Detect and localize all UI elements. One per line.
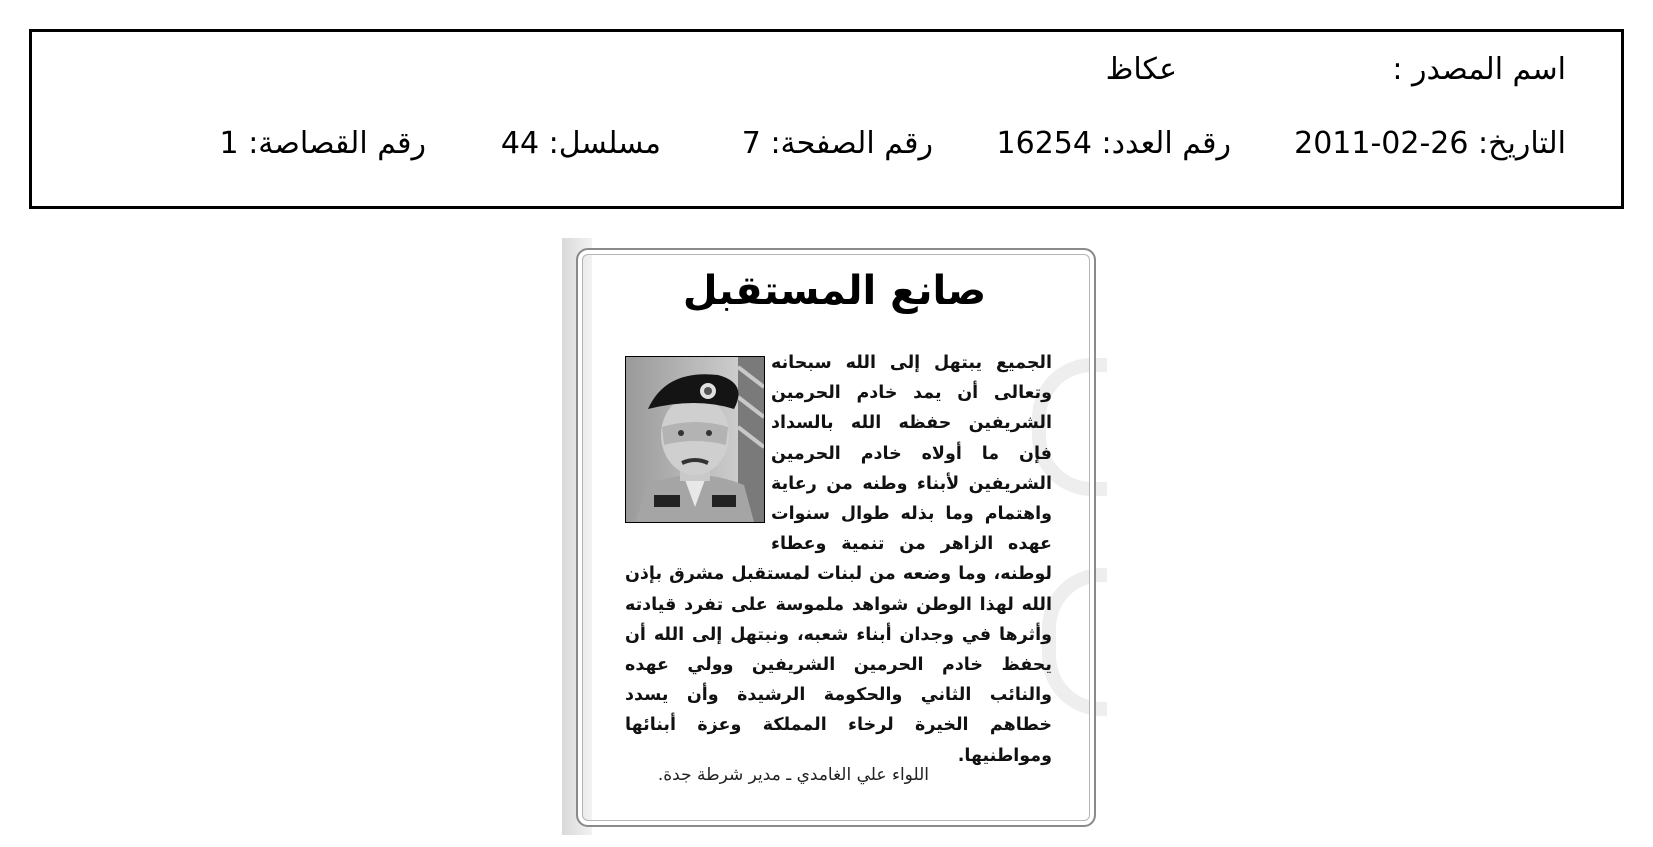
serial-label: مسلسل:	[548, 126, 661, 161]
serial-field	[501, 126, 661, 161]
page-field	[742, 126, 933, 161]
serial-value: 44	[500, 126, 540, 161]
issue-label: رقم العدد:	[1101, 126, 1231, 161]
photo-wrap-spacer	[625, 348, 771, 558]
source-value: عكاظ	[1105, 52, 1177, 87]
date-field	[1294, 126, 1566, 161]
issue-field	[997, 126, 1231, 161]
article-headline: صانع المستقبل	[682, 268, 987, 314]
date-value: 2011-02-26	[1294, 126, 1469, 161]
page-label: رقم الصفحة:	[770, 126, 933, 161]
article-body	[625, 348, 1052, 771]
page-value: 7	[741, 126, 761, 161]
clip-label: رقم القصاصة:	[248, 126, 426, 161]
article-body-text: الجميع يبتهل إلى الله سبحانه وتعالى أن يمد خادم الحرمين الشريفين حفظه الله بالسداد فإن ما أولاه خادم الحرمين الشريفين لأبناء وطنه من رعاية واهتمام وما بذله طوال سنوات عهده الزاهر من تنمية وعطاء لوطنه، وما وضعه من لبنات لمستقبل مشرق بإذن الله لهذا الوطن شواهد ملموسة على تفرد قيادته وأثرها في وجدان أبناء شعبه، ونبتهل إلى الله أن يحفظ خادم الحرمين الشريفين وولي عهده والنائب الثاني والحكومة الرشيدة وأن يسدد خطاهم الخيرة لرخاء المملكة وعزة أبنائها ومواطنيها.	[625, 353, 1052, 766]
newspaper-clipping	[562, 238, 1107, 835]
source-metadata-box	[29, 29, 1624, 209]
clip-value: 1	[219, 126, 239, 161]
date-label: التاريخ:	[1478, 126, 1566, 161]
source-label: اسم المصدر :	[1392, 52, 1566, 87]
issue-value: 16254	[996, 126, 1092, 161]
article-byline: اللواء علي الغامدي ـ مدير شرطة جدة.	[657, 765, 929, 785]
clip-field	[220, 126, 426, 161]
